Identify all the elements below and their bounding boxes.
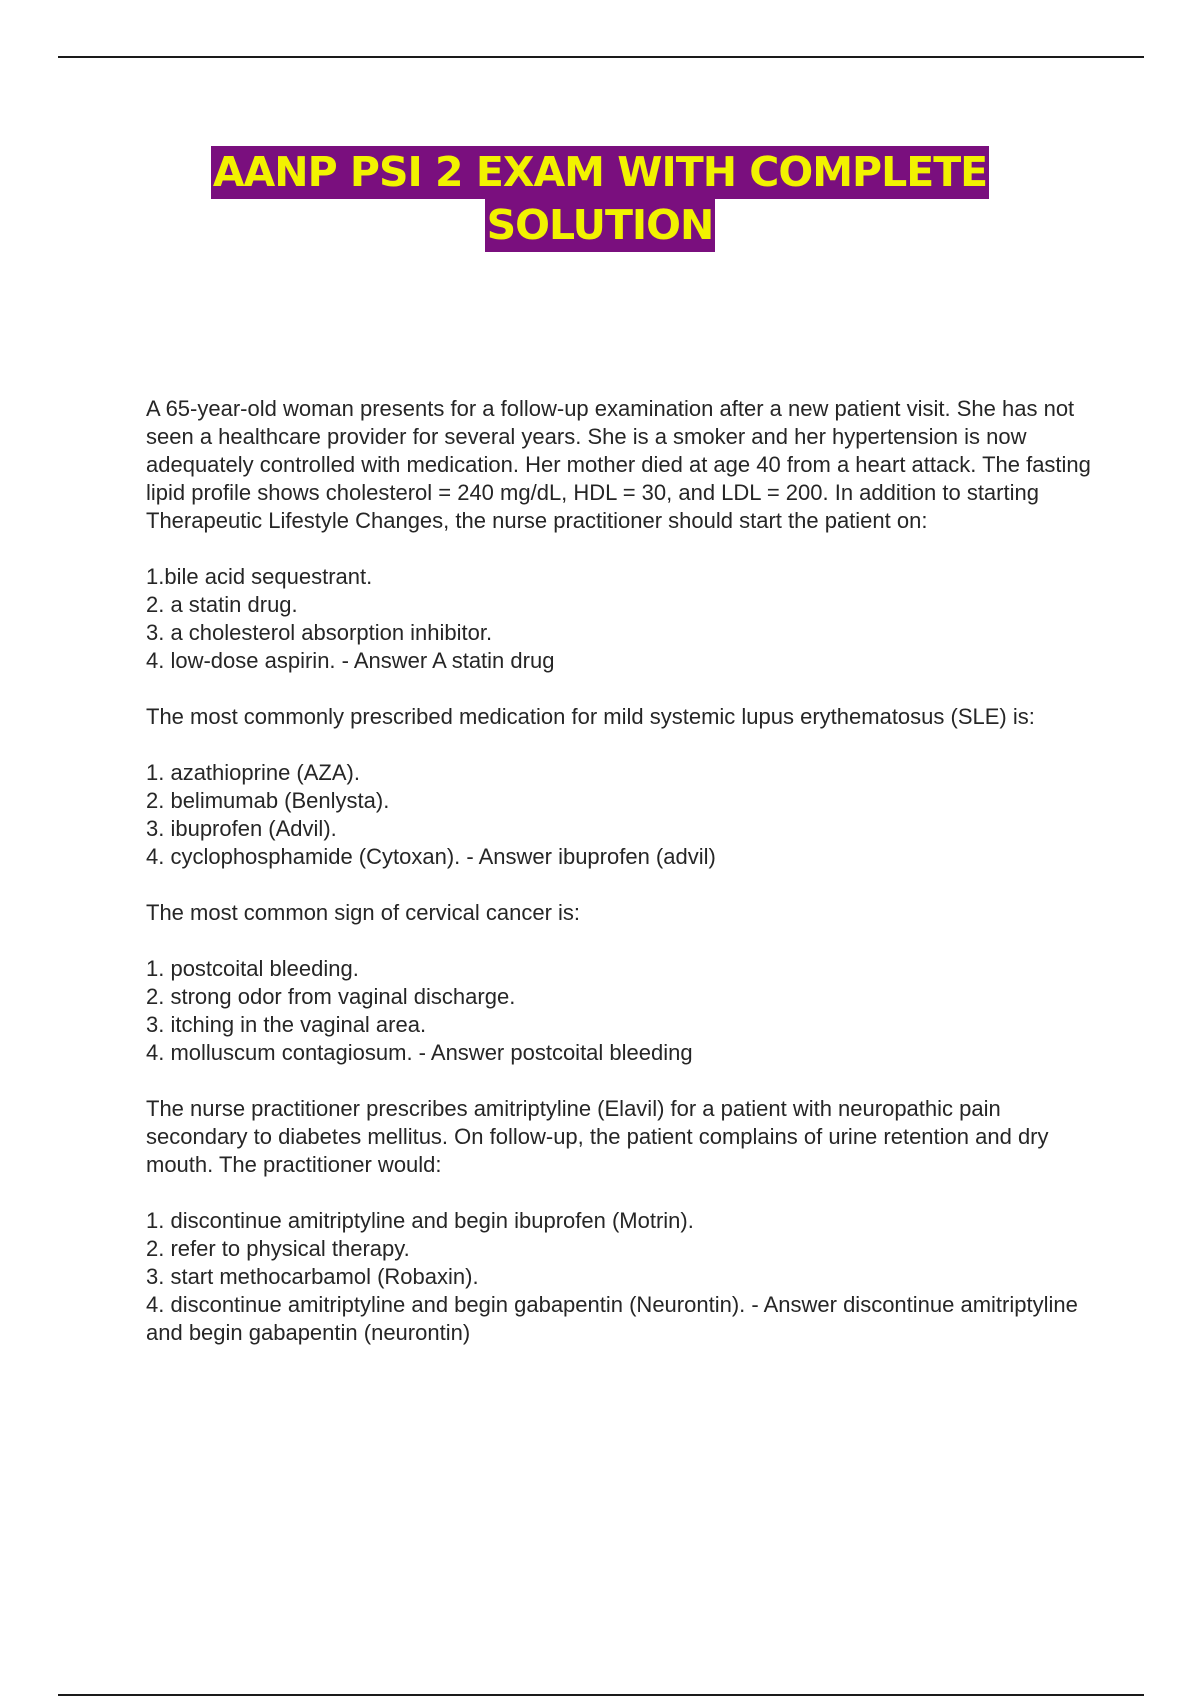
option-item: 4. molluscum contagiosum. - Answer postcoital bleeding [146,1040,693,1065]
top-rule [58,56,1144,58]
option-item: 4. discontinue amitriptyline and begin gabapentin (Neurontin). - Answer discontinue amitriptyline and begin gabapentin (neurontin) [146,1292,1078,1345]
answer-options [146,1207,1096,1347]
question-stem: A 65-year-old woman presents for a follow-up examination after a new patient visit. She has not seen a healthcare provider for several years. She is a smoker and her hypertension is now adequately controlled with medication. Her mother died at age 40 from a heart attack. The fasting lipid profile shows cholesterol = 240 mg/dL, HDL = 30, and LDL = 200. In addition to starting Therapeutic Lifestyle Changes, the nurse practitioner should start the patient on: [146,396,1091,533]
option-item: 2. refer to physical therapy. [146,1236,410,1261]
option-item: 2. a statin drug. [146,592,298,617]
option-item: 2. strong odor from vaginal discharge. [146,984,516,1009]
question-3 [146,899,1096,1067]
document-title [0,146,1200,252]
option-item: 1. azathioprine (AZA). [146,760,360,785]
option-item: 2. belimumab (Benlysta). [146,788,390,813]
question-4 [146,1095,1096,1347]
title-line-2: SOLUTION [485,199,716,252]
question-1 [146,395,1096,675]
answer-options [146,759,1096,871]
option-item: 1. discontinue amitriptyline and begin ibuprofen (Motrin). [146,1208,694,1233]
option-item: 3. ibuprofen (Advil). [146,816,337,841]
answer-options [146,955,1096,1067]
option-item: 4. cyclophosphamide (Cytoxan). - Answer ibuprofen (advil) [146,844,716,869]
question-stem: The most common sign of cervical cancer is: [146,900,581,925]
option-item: 3. start methocarbamol (Robaxin). [146,1264,479,1289]
option-item: 3. a cholesterol absorption inhibitor. [146,620,493,645]
option-item: 1. postcoital bleeding. [146,956,359,981]
question-stem: The most commonly prescribed medication for mild systemic lupus erythematosus (SLE) is: [146,704,1035,729]
option-item: 4. low-dose aspirin. - Answer A statin drug [146,648,555,673]
answer-options [146,563,1096,675]
bottom-rule [58,1694,1144,1696]
option-item: 1.bile acid sequestrant. [146,564,373,589]
title-line-1: AANP PSI 2 EXAM WITH COMPLETE [211,146,989,199]
option-item: 3. itching in the vaginal area. [146,1012,427,1037]
question-2 [146,703,1096,871]
question-stem: The nurse practitioner prescribes amitriptyline (Elavil) for a patient with neuropathic pain secondary to diabetes mellitus. On follow-up, the patient complains of urine retention and dry mouth. The practitioner would: [146,1096,1049,1177]
document-body [146,395,1096,1375]
